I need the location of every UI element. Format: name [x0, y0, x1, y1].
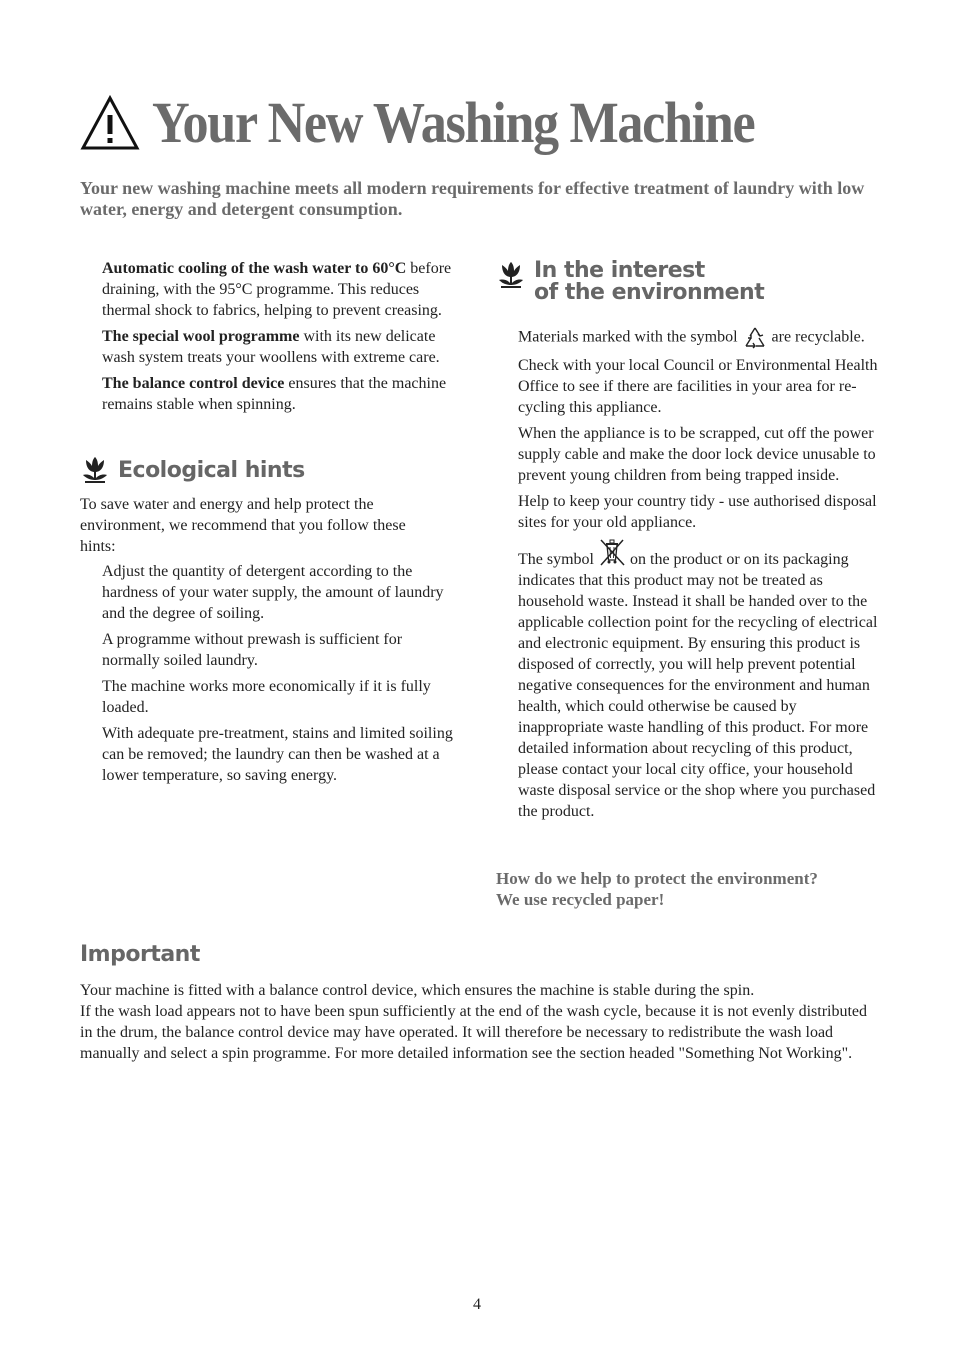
ecological-intro: To save water and energy and help protect the environment, we recommend that you follow these hints:	[80, 496, 406, 555]
warning-triangle-icon	[80, 93, 140, 153]
ecological-hints-list	[102, 561, 462, 791]
flower-icon	[80, 455, 110, 485]
title-block	[80, 88, 821, 158]
important-line: Your machine is fitted with a balance control device, which ensures the machine is stable during the spin.	[80, 982, 755, 999]
recycle-icon	[742, 326, 768, 350]
question-line: How do we help to protect the environment?	[496, 869, 818, 888]
answer-line: We use recycled paper!	[496, 890, 665, 909]
section-heading: Ecological hints	[118, 457, 305, 483]
environment-heading	[496, 260, 764, 304]
ecological-hints-heading	[80, 455, 305, 485]
feature-item: Automatic cooling of the wash water to 60°C before draining, with the 95°C programme. This reduces thermal shock to fabrics, helping to prevent creasing.	[102, 260, 452, 319]
environment-body	[518, 326, 878, 827]
important-heading: Important	[80, 942, 200, 967]
important-line: If the wash load appears not to have been spun sufficiently at the end of the wash cycle, because it is not evenly distributed in the drum, the balance control device may have operated. It will therefore be necessary to redistribute the wash load manually and select a spin programme. For more detailed information see the section headed "Something Not Working".	[80, 1003, 868, 1062]
tidy-paragraph: Help to keep your country tidy - use authorised disposal sites for your old appliance.	[518, 493, 877, 531]
intro-text: Your new washing machine meets all modern requirements for effective treatment of laundry with low water, energy and detergent consumption.	[80, 178, 865, 219]
features-list	[102, 258, 462, 420]
crossed-bin-icon	[598, 538, 626, 568]
feature-item: The special wool programme with its new delicate wash system treats your woollens with extreme care.	[102, 328, 440, 366]
recycled-paper-note	[496, 868, 896, 910]
important-body	[80, 980, 880, 1064]
hint-item: A programme without prewash is sufficient for normally soiled laundry.	[102, 631, 403, 669]
flower-icon	[496, 260, 526, 290]
section-heading-line2: of the environment	[534, 280, 765, 305]
weee-paragraph: The symbol on the product or on its packaging indicates that this product may not be treated as household waste. Instead it shall be handed over to the applicable collection point for the recycling of electrical and electronic equipment. By ensuring this product is disposed of correctly, you will help prevent potential negative consequences for the environment and human health, which could otherwise be caused by inappropriate waste handling of this product. For more detailed information about recycling of this product, please contact your local city office, your household waste disposal service or the shop where you purchased the product.	[518, 538, 878, 822]
hint-item: Adjust the quantity of detergent according to the hardness of your water supply, the amount of laundry and the degree of soiling.	[102, 563, 444, 622]
council-paragraph: Check with your local Council or Environmental Health Office to see if there are facilities in your area for re-cycling this appliance.	[518, 357, 878, 416]
section-heading-line1: In the interest	[534, 258, 705, 283]
feature-item: The balance control device ensures that the machine remains stable when spinning.	[102, 375, 447, 413]
hint-item: The machine works more economically if it is fully loaded.	[102, 678, 431, 716]
page-number: 4	[473, 1296, 481, 1313]
page-title: Your New Washing Machine	[152, 90, 755, 155]
hint-item: With adequate pre-treatment, stains and limited soiling can be removed; the laundry can then be washed at a lower temperature, so saving energy.	[102, 725, 453, 784]
recyclable-paragraph: Materials marked with the symbol are recyclable.	[518, 326, 878, 350]
scrap-paragraph: When the appliance is to be scrapped, cut off the power supply cable and make the door lock device unusable to prevent young children from being trapped inside.	[518, 425, 876, 484]
